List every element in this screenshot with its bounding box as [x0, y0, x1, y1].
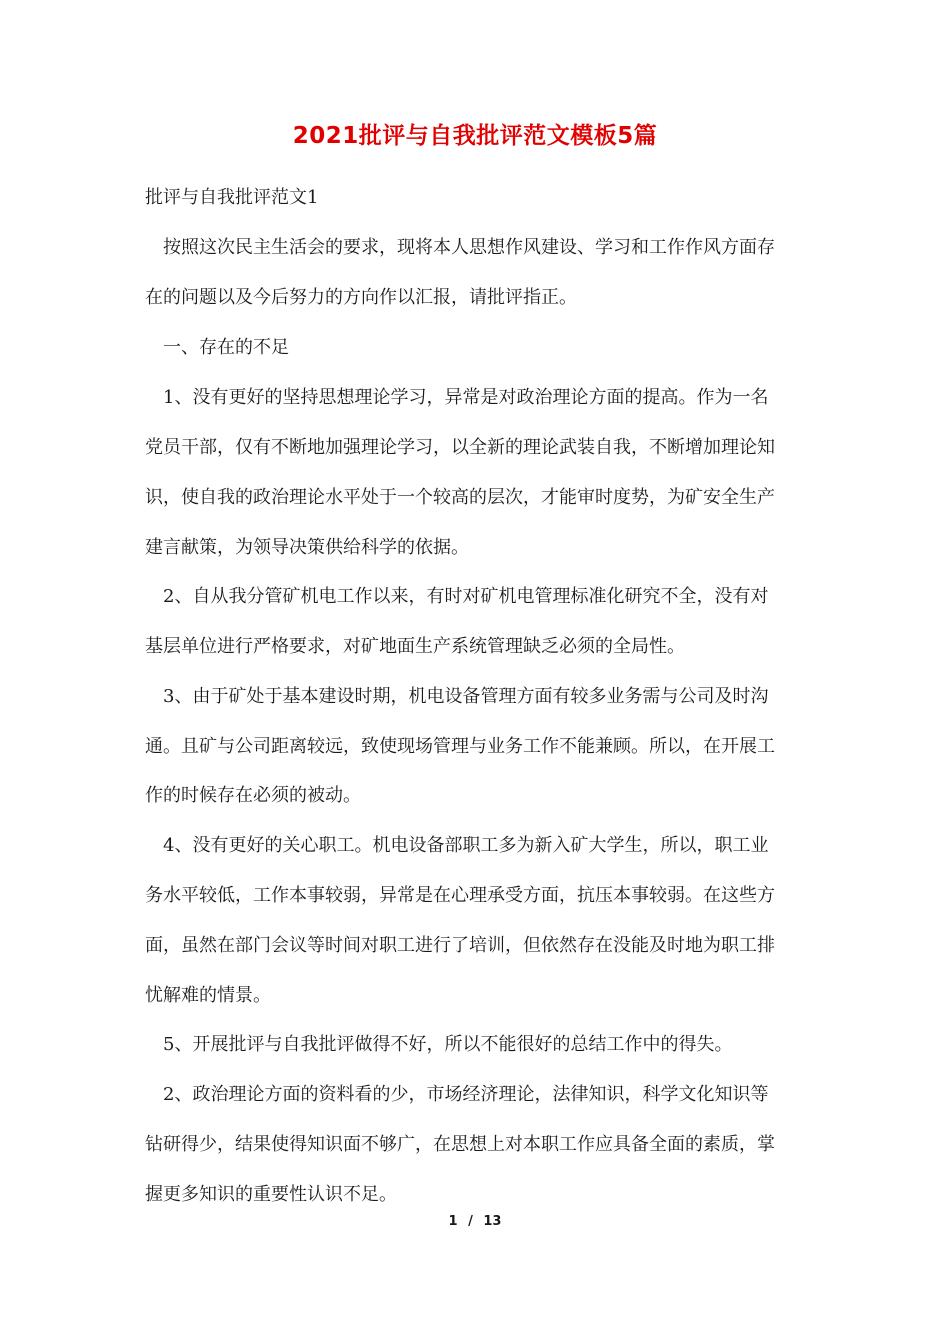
subsection-heading: 一、存在的不足: [163, 337, 289, 358]
paragraph-line: 2、自从我分管矿机电工作以来，有时对矿机电管理标准化研究不全，没有对: [163, 586, 769, 607]
section-heading: 批评与自我批评范文1: [145, 187, 319, 208]
paragraph-line: 建言献策，为领导决策供给科学的依据。: [145, 537, 469, 558]
paragraph-line: 在的问题以及今后努力的方向作以汇报，请批评指正。: [145, 287, 577, 308]
document-title: 2021批评与自我批评范文模板5篇: [292, 123, 658, 149]
paragraph-line: 3、由于矿处于基本建设时期，机电设备管理方面有较多业务需与公司及时沟: [163, 686, 769, 707]
paragraph-line: 党员干部，仅有不断地加强理论学习，以全新的理论武装自我，不断增加理论知: [145, 437, 775, 458]
paragraph-line: 通。且矿与公司距离较远，致使现场管理与业务工作不能兼顾。所以，在开展工: [145, 736, 775, 757]
paragraph-line: 1、没有更好的坚持思想理论学习，异常是对政治理论方面的提高。作为一名: [163, 387, 769, 408]
paragraph-line: 基层单位进行严格要求，对矿地面生产系统管理缺乏必须的全局性。: [145, 636, 685, 657]
total-pages-number: 13: [483, 1214, 502, 1229]
paragraph-line: 识，使自我的政治理论水平处于一个较高的层次，才能审时度势，为矿安全生产: [145, 487, 775, 508]
page-separator: /: [468, 1214, 473, 1229]
paragraph-line: 面，虽然在部门会议等时间对职工进行了培训，但依然存在没能及时地为职工排: [145, 935, 775, 956]
paragraph-line: 握更多知识的重要性认识不足。: [145, 1184, 397, 1205]
paragraph-line: 按照这次民主生活会的要求，现将本人思想作风建设、学习和工作作风方面存: [163, 237, 775, 258]
paragraph-line: 务水平较低，工作本事较弱，异常是在心理承受方面，抗压本事较弱。在这些方: [145, 885, 775, 906]
paragraph-line: 2、政治理论方面的资料看的少，市场经济理论，法律知识，科学文化知识等: [163, 1084, 769, 1105]
paragraph-line: 作的时候存在必须的被动。: [145, 785, 361, 806]
paragraph-line: 4、没有更好的关心职工。机电设备部职工多为新入矿大学生，所以，职工业: [163, 835, 769, 856]
paragraph-line: 钻研得少，结果使得知识面不够广，在思想上对本职工作应具备全面的素质，掌: [145, 1134, 775, 1155]
paragraph-line: 忧解难的情景。: [145, 985, 271, 1006]
page-number: [0, 1212, 950, 1232]
paragraph-line: 5、开展批评与自我批评做得不好，所以不能很好的总结工作中的得失。: [163, 1034, 733, 1055]
current-page-number: 1: [448, 1214, 458, 1229]
